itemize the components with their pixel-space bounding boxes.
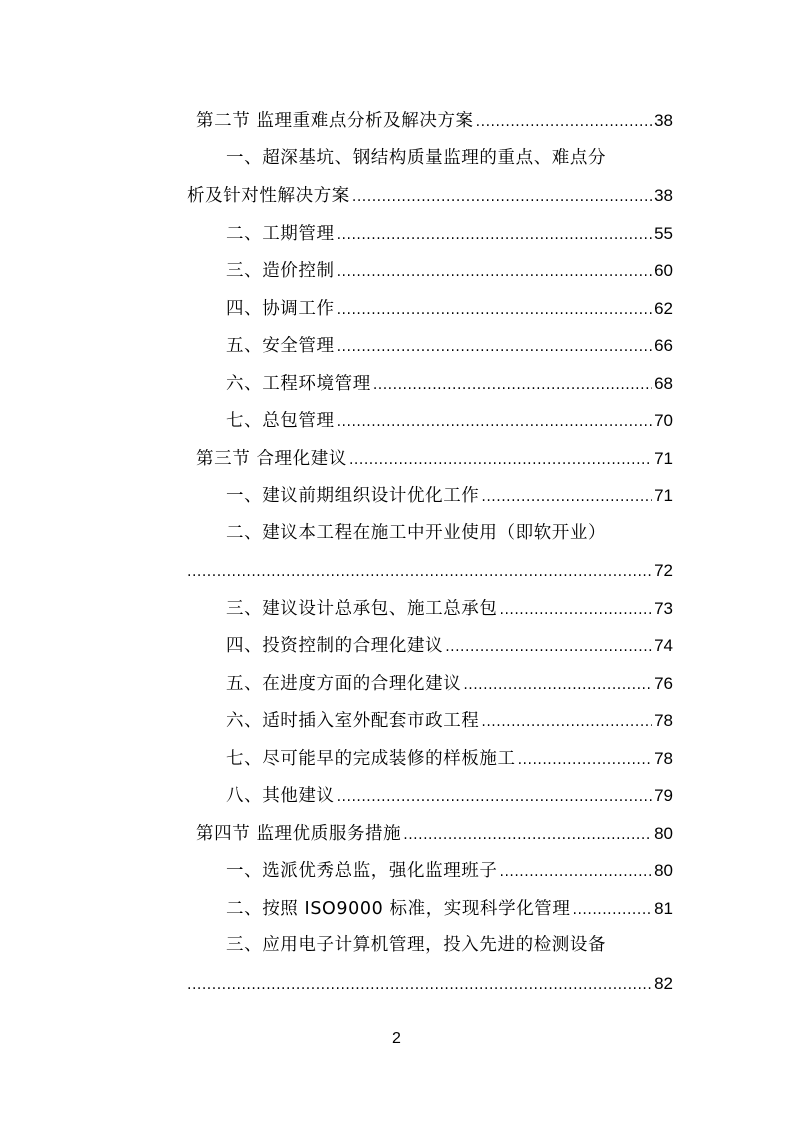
toc-page-number: 76 <box>654 673 673 693</box>
toc-page-number: 82 <box>654 973 673 993</box>
toc-page-number: 55 <box>654 223 673 243</box>
toc-entry-title: 八、其他建议 <box>226 786 335 806</box>
toc-dot-leader <box>500 854 653 892</box>
toc-dot-leader <box>518 742 652 780</box>
toc-entry-title: 二、工期管理 <box>226 223 335 244</box>
toc-dot-leader <box>337 292 652 330</box>
toc-page-number: 60 <box>654 261 673 280</box>
toc-dot-leader <box>337 217 652 255</box>
toc-entry[interactable] <box>187 665 673 703</box>
toc-entry[interactable] <box>187 252 673 290</box>
toc-entry-title: 一、选派优秀总监，强化监理班子 <box>226 861 498 881</box>
toc-section-entry[interactable] <box>187 440 673 478</box>
toc-entry-title: 六、工程环境管理 <box>226 373 371 394</box>
toc-dot-leader <box>476 104 652 142</box>
toc-section-entry[interactable] <box>187 815 673 853</box>
toc-dot-leader <box>187 554 652 592</box>
toc-page-number: 79 <box>654 786 673 805</box>
toc-page-number: 72 <box>654 561 673 580</box>
toc-entry-title: 一、建议前期组织设计优化工作 <box>226 486 480 506</box>
toc-dot-leader <box>337 779 652 817</box>
toc-entry[interactable] <box>187 890 673 928</box>
toc-dot-leader <box>573 892 653 930</box>
toc-dot-leader <box>187 967 652 1005</box>
toc-entry[interactable] <box>187 627 673 665</box>
toc-entry-line1: 二、建议本工程在施工中开业使用（即软开业） <box>226 522 607 543</box>
toc-entry-title: 三、造价控制 <box>226 261 335 281</box>
toc-dot-leader <box>337 254 652 292</box>
page-footer-number: 2 <box>392 1030 401 1047</box>
toc-page-number: 78 <box>654 711 673 730</box>
toc-entry[interactable] <box>187 515 673 590</box>
toc-page-number: 62 <box>654 298 673 318</box>
toc-entry[interactable] <box>187 327 673 365</box>
toc-dot-leader <box>373 367 652 405</box>
toc-dot-leader <box>337 329 652 367</box>
toc-dot-leader <box>403 817 652 855</box>
toc-entry[interactable] <box>187 740 673 778</box>
toc-entry-title: 析及针对性解决方案 <box>187 186 350 206</box>
toc-entry[interactable] <box>187 215 673 253</box>
toc-page-number: 78 <box>654 748 673 768</box>
toc-page-number: 70 <box>654 411 673 430</box>
toc-dot-leader <box>481 479 652 517</box>
toc-entry[interactable] <box>187 702 673 740</box>
toc-dot-leader <box>352 179 652 217</box>
toc-page-number: 73 <box>654 598 673 618</box>
toc-dot-leader <box>500 592 653 630</box>
toc-entry-line1: 三、应用电子计算机管理，投入先进的检测设备 <box>226 935 607 955</box>
toc-section-entry[interactable] <box>187 102 673 140</box>
toc-entry-title: 六、适时插入室外配套市政工程 <box>226 711 480 731</box>
toc-entry[interactable] <box>187 927 673 1002</box>
toc-page-number: 71 <box>654 448 673 468</box>
toc-entry-title: 二、按照 ISO9000 标准，实现科学化管理 <box>226 898 571 919</box>
table-of-contents <box>187 102 673 1002</box>
toc-section-title: 第四节 监理优质服务措施 <box>196 823 402 844</box>
toc-entry-line1: 一、超深基坑、钢结构质量监理的重点、难点分 <box>226 147 607 168</box>
toc-page-number: 66 <box>654 336 673 355</box>
toc-entry[interactable] <box>187 777 673 815</box>
toc-page-number: 71 <box>654 486 673 505</box>
toc-entry-title: 七、总包管理 <box>226 411 335 431</box>
toc-dot-leader <box>481 704 652 742</box>
toc-entry-title: 四、协调工作 <box>226 298 335 319</box>
toc-page-number: 74 <box>654 636 673 655</box>
toc-dot-leader <box>445 629 652 667</box>
toc-entry-title: 四、投资控制的合理化建议 <box>226 636 444 656</box>
toc-section-title: 第三节 合理化建议 <box>196 448 347 469</box>
toc-page-number: 80 <box>654 823 673 843</box>
toc-entry[interactable] <box>187 852 673 890</box>
toc-entry-title: 七、尽可能早的完成装修的样板施工 <box>226 748 516 769</box>
toc-entry[interactable] <box>187 477 673 515</box>
toc-entry[interactable] <box>187 402 673 440</box>
toc-section-title: 第二节 监理重难点分析及解决方案 <box>196 111 474 131</box>
toc-entry[interactable] <box>187 365 673 403</box>
toc-page-number: 38 <box>654 111 673 130</box>
toc-dot-leader <box>337 404 652 442</box>
toc-page-number: 81 <box>654 898 673 918</box>
toc-dot-leader <box>463 667 652 705</box>
toc-page-number: 80 <box>654 861 673 880</box>
toc-entry-title: 三、建议设计总承包、施工总承包 <box>226 598 498 619</box>
toc-entry[interactable] <box>187 590 673 628</box>
toc-page-number: 68 <box>654 373 673 393</box>
toc-page-number: 38 <box>654 186 673 205</box>
toc-dot-leader <box>349 442 652 480</box>
toc-entry-title: 五、安全管理 <box>226 336 335 356</box>
toc-entry[interactable] <box>187 140 673 215</box>
toc-entry[interactable] <box>187 290 673 328</box>
toc-entry-title: 五、在进度方面的合理化建议 <box>226 673 462 694</box>
